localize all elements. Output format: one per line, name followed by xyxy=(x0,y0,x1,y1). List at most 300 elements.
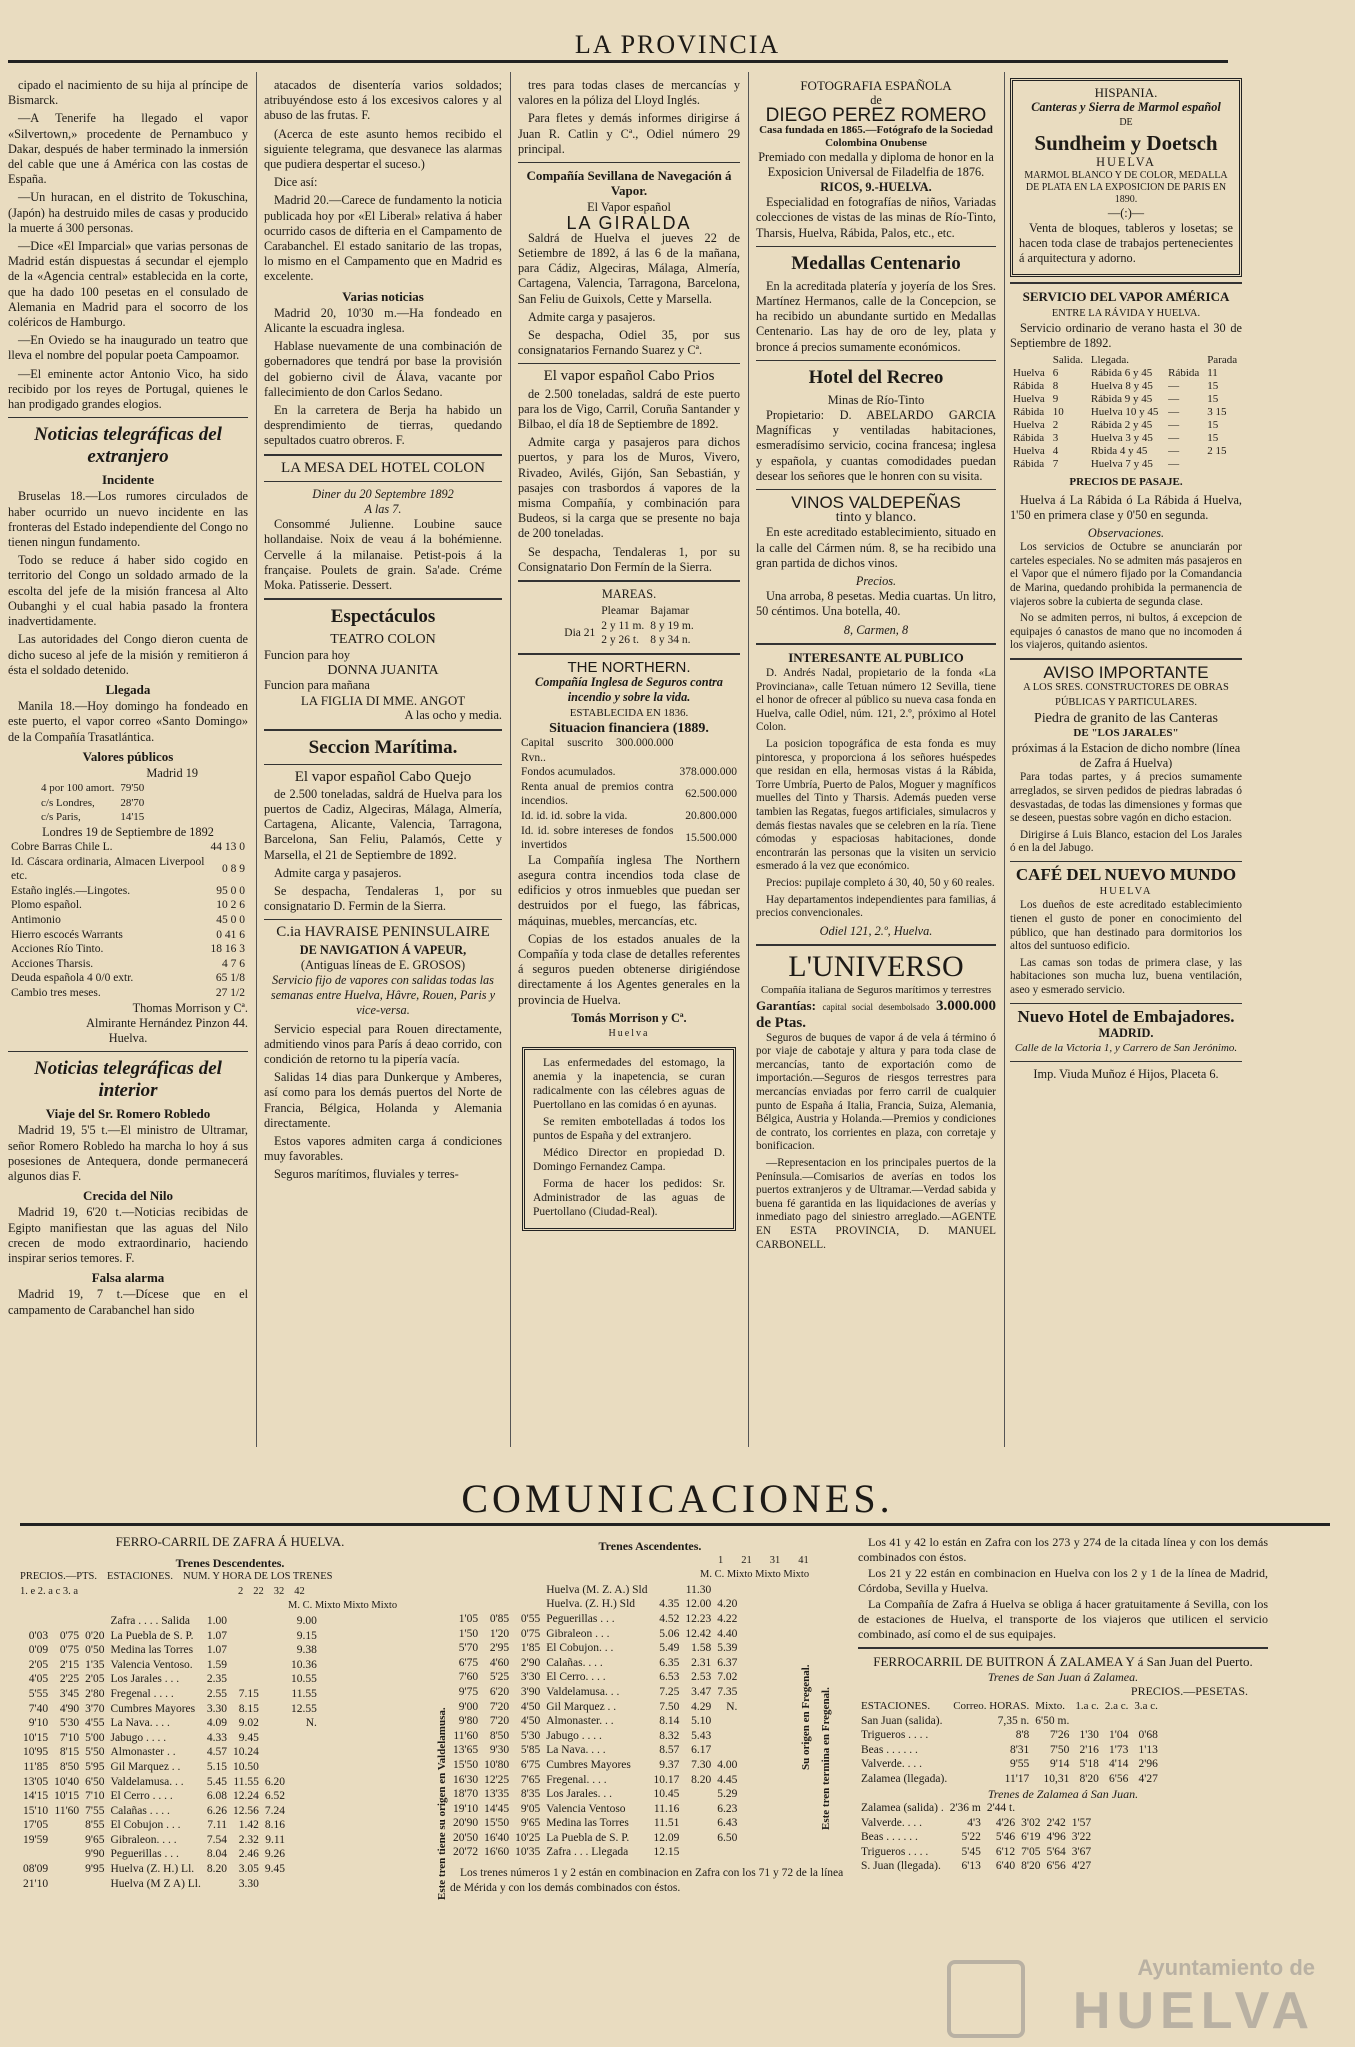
table-row xyxy=(20,1745,320,1760)
table-row xyxy=(20,1643,320,1658)
table-row xyxy=(20,1731,320,1746)
cell: Zalamea (salida) . xyxy=(861,1802,944,1815)
cell: 19'10 xyxy=(453,1802,479,1815)
subheading: Valores públicos xyxy=(82,748,174,764)
cell: 4'96 xyxy=(1046,1831,1066,1844)
ad-location: MADRID. xyxy=(1098,1025,1154,1040)
ad-paragraph: Precios: pupilaje completo á 30, 40, 50 y 60 reales. xyxy=(766,877,995,889)
cell: 0'75 xyxy=(520,1627,541,1640)
cell: 0'20 xyxy=(85,1629,105,1642)
cell xyxy=(1018,1801,1043,1816)
table-row xyxy=(8,971,248,986)
cell xyxy=(288,1760,320,1775)
guarantees-line xyxy=(756,998,996,1031)
ad-paragraph: —Representacion en los principales puertos de la Península.—Comisarios de averías en todos los puertos extranjeros y de Ultramar.—Verdad sabida y buena fé garantida en las liquidaciones de averías y inmediato pago del siniestro arreglado.—AGENTE EN ESTA PROVINCIA, D. MANUEL CARBONELL. xyxy=(756,1156,996,1251)
cell: 1'35 xyxy=(85,1658,105,1671)
menu-title: LA MESA DEL HOTEL COLON xyxy=(281,459,485,476)
cell: 15 xyxy=(1207,393,1219,406)
cell xyxy=(288,1804,320,1819)
cell: 16'40 xyxy=(484,1831,510,1844)
cell: Rábida xyxy=(1013,406,1045,419)
company-title: C.ia HAVRAISE PENINSULAIRE xyxy=(276,924,490,941)
cell: 2'05 xyxy=(28,1658,49,1671)
cell xyxy=(82,1614,107,1629)
cell: 6'75 xyxy=(520,1758,541,1771)
table-row xyxy=(450,1656,746,1671)
ad-separator: —(:)— xyxy=(1107,205,1145,220)
cell: 2 15 xyxy=(1207,445,1227,458)
news-paragraph: Se despacha, Tendaleras 1, por su consignatario D. Fermin de la Sierra. xyxy=(264,883,502,914)
ad-subtitle: PRECIOS DE PASAJE. xyxy=(1069,476,1183,489)
cell: — xyxy=(1168,393,1180,406)
cell xyxy=(288,1818,320,1833)
cell: 3.30 xyxy=(206,1702,227,1715)
ad-text: MARMOL BLANCO Y DE COLOR, MEDALLA DE PLATA EN LA EXPOSICION DE PARIS EN 1890. xyxy=(1024,169,1228,205)
label: c/s Londres, xyxy=(41,796,95,809)
signature: Huelva xyxy=(608,1028,650,1040)
header-cell: M. C. Mixto Mixto Mixto xyxy=(700,1569,810,1581)
cell: 15 xyxy=(1207,419,1219,432)
cell: 15 xyxy=(1207,380,1219,393)
cell: 1'13 xyxy=(1138,1743,1158,1756)
cell: 4.29 xyxy=(691,1700,712,1713)
comunicaciones-right xyxy=(858,1535,1268,1874)
service-line: Servicio fijo de vapores con salidas todas las semanas entre Huelva, Hâvre, Rouen, Paris y vice-versa. xyxy=(270,972,496,1018)
cell xyxy=(51,1847,82,1862)
cell xyxy=(714,1729,740,1744)
cell: 10.50 xyxy=(233,1760,259,1773)
cell: 1.58 xyxy=(691,1642,712,1655)
company-title: Compañía Sevillana de Navegación á Vapor. xyxy=(526,168,732,199)
cell: 7.30 xyxy=(691,1758,712,1771)
masthead-rule xyxy=(8,60,1228,63)
value: 65 1/8 xyxy=(215,972,245,985)
divider xyxy=(858,1647,1268,1649)
label: Hierro escocés Warrants xyxy=(11,928,123,941)
table-row xyxy=(8,913,248,928)
valores-table xyxy=(38,781,147,825)
divider xyxy=(518,363,740,364)
play-title: DONNA JUANITA xyxy=(327,662,439,678)
cell: 9'80 xyxy=(458,1715,479,1728)
cell: 6.17 xyxy=(691,1744,712,1757)
cell: 9 xyxy=(1052,393,1059,406)
column-rule xyxy=(510,72,511,1447)
cell: 0'75 xyxy=(59,1629,80,1642)
cell xyxy=(1204,458,1242,471)
cell xyxy=(740,1627,746,1642)
cell: 5'30 xyxy=(520,1729,541,1742)
table-row xyxy=(450,1714,746,1729)
cell: 7'40 xyxy=(28,1702,49,1715)
cell: Rábida 6 y 45 xyxy=(1090,367,1153,380)
cell: 11'85 xyxy=(23,1760,49,1773)
news-paragraph: tres para todas clases de mercancías y valores en la póliza del Lloyd Inglés. xyxy=(518,78,740,108)
table-row xyxy=(450,1612,746,1627)
cell: 9.45 xyxy=(238,1731,259,1744)
news-paragraph: Se despacha, Tendaleras 1, por su Consignatario Don Fermín de la Sierra. xyxy=(518,544,740,574)
cell: 2'96 xyxy=(1138,1758,1158,1771)
header-cell: ESTACIONES. xyxy=(107,1571,173,1583)
cell: Rábida 9 y 45 xyxy=(1090,393,1153,406)
cell: 1.00 xyxy=(206,1614,227,1627)
divider xyxy=(756,944,996,946)
ad-title: AVISO IMPORTANTE xyxy=(1043,663,1209,682)
cell: 2'95 xyxy=(489,1642,510,1655)
table-row xyxy=(561,619,696,634)
news-paragraph: Copias de los estados anuales de la Compañía y toda clase de detalles referentes á seguros pueden obtenerse dirigiéndose directamente á los Agentes generales en la provincia de Huelva. xyxy=(518,931,740,1007)
cell: 3 xyxy=(1052,432,1059,445)
subheading: Falsa alarma xyxy=(91,1270,165,1286)
cell: Zalamea (llegada). xyxy=(861,1772,948,1785)
cell: 8'55 xyxy=(85,1819,105,1832)
cell: 9'95 xyxy=(85,1863,105,1876)
news-paragraph: Servicio especial para Rouen directamente, admitiendo vinos para París á deao corrido, con condición de retorno tu la pipería vacía. xyxy=(264,1021,502,1066)
cell xyxy=(481,1583,512,1598)
cell: 4 xyxy=(1052,445,1059,458)
news-paragraph: Salidas 14 dias para Dunkerque y Amberes, así como para los demás puertos del Norte de Francia, Bélgica, Holanda y Alemania directamente. xyxy=(264,1070,502,1130)
cell: 7.11 xyxy=(207,1819,227,1832)
cell: 1.07 xyxy=(206,1644,227,1657)
value: 14'15 xyxy=(120,811,145,824)
cell: 9'55 xyxy=(1009,1758,1030,1771)
news-paragraph: Madrid 20, 10'30 m.—Ha fondeado en Alicante la escuadra inglesa. xyxy=(264,305,502,336)
news-paragraph: de 2.500 toneladas, saldrá de este puerto para los de Vigo, Carril, Coruña Santander y Bilbao, el día 18 de Septiembre de 1892. xyxy=(518,386,740,432)
finance-title: Situacion financiera (1889. xyxy=(549,720,709,736)
cell: Gibraleon . . . xyxy=(546,1627,610,1640)
table-row xyxy=(1010,367,1242,380)
cell: 6'20 xyxy=(489,1685,510,1698)
cell: 5.29 xyxy=(717,1788,738,1801)
buitron-table-2 xyxy=(858,1801,1094,1874)
cell: 8'50 xyxy=(59,1760,80,1773)
divider xyxy=(264,919,502,920)
cell: Peguerillas . . . xyxy=(110,1848,179,1861)
news-paragraph: Admite carga y pasajeros. xyxy=(274,865,402,880)
cell: 10'95 xyxy=(23,1746,49,1759)
cell: 5'55 xyxy=(28,1687,49,1700)
cell: 8 y 34 n. xyxy=(650,634,691,647)
header-cell: Bajamar xyxy=(650,605,690,618)
cell: 6'75 xyxy=(458,1656,479,1669)
value: 20.800.000 xyxy=(685,810,737,823)
cell: 19'59 xyxy=(23,1833,49,1846)
cell: 8.16 xyxy=(264,1819,285,1832)
cell: Valverde. . . . xyxy=(861,1758,922,1771)
table-row xyxy=(450,1773,746,1788)
table-row xyxy=(858,1845,1094,1860)
table-row xyxy=(20,1847,320,1862)
divider xyxy=(756,489,996,490)
news-paragraph: Admite carga y pasajeros para dichos puertos, y para los de Muros, Vivero, Rivadeo, Avilés, Gijón, San Sebastián, y pasajes con trasbordos á vapores de la misma Compañía, y combinación para Budeos, si la carga que se presente no baja de 200 toneladas. xyxy=(518,435,740,541)
cell: 9.38 xyxy=(296,1644,317,1657)
header-cell: PRECIOS.—PTS. xyxy=(20,1571,98,1583)
table-row xyxy=(450,1583,746,1598)
ad-paragraph: Propietario: D. ABELARDO GARCIA Magníficas y ventiladas habitaciones, esmeradísimo servicio, cocina francesa; inglesa y española, y cuantas comodidades puedan desear los señores que le honren con su visita. xyxy=(756,408,996,483)
cell: 9.00 xyxy=(296,1614,317,1627)
cell: Trigueros . . . . xyxy=(861,1845,929,1858)
ad-text: próximas á la Estacion de dicho nombre (línea de Zafra á Huelva) xyxy=(1011,741,1241,771)
cell: 12.23 xyxy=(685,1612,712,1625)
ad-text: A LOS SRES. CONSTRUCTORES DE OBRAS PÚBLICAS Y PARTICULARES. xyxy=(1023,682,1229,709)
cell: 5'30 xyxy=(59,1717,80,1730)
table-row xyxy=(20,1702,320,1717)
cell: 8'15 xyxy=(59,1746,80,1759)
cell: Cumbres Mayores xyxy=(110,1702,196,1715)
cell xyxy=(561,604,598,619)
divider xyxy=(518,653,740,655)
cell: Huelva xyxy=(1013,367,1045,380)
cell xyxy=(682,1802,714,1817)
table-row xyxy=(1010,458,1242,471)
day-cell: Dia 21 xyxy=(564,627,596,640)
table-row xyxy=(450,1685,746,1700)
cell: 9'14 xyxy=(1050,1758,1070,1771)
cell: 12.24 xyxy=(233,1790,259,1803)
table-row xyxy=(450,1787,746,1802)
cell: 1'57 xyxy=(1071,1816,1092,1829)
cell xyxy=(288,1789,320,1804)
cell: 7'05 xyxy=(1021,1845,1041,1858)
ad-text: tinto y blanco. xyxy=(835,510,917,526)
zafra-descendentes xyxy=(20,1535,440,1891)
news-paragraph: Las autoridades del Congo dieron cuenta de dicho suceso al jefe de la misión y remitieron á ésta el soldado detenido. xyxy=(8,632,248,677)
cell xyxy=(20,1614,51,1629)
cell: 8.20 xyxy=(206,1863,227,1876)
masthead: LA PROVINCIA xyxy=(574,30,781,59)
ad-paragraph: Una arroba, 8 pesetas. Media cuartas. Un litro, 50 céntimos. Una botella, 40. xyxy=(756,589,996,619)
cell: 6'13 xyxy=(961,1860,981,1873)
ad-text: Precios. xyxy=(855,574,897,589)
news-paragraph: En la carretera de Berja ha habido un desprendimiento de tierras, quedando sepultados cuatro obreros. F. xyxy=(264,403,502,448)
cell xyxy=(288,1775,320,1790)
cell: 12'25 xyxy=(484,1773,510,1786)
cell xyxy=(512,1583,543,1598)
cell xyxy=(450,1597,481,1612)
cell xyxy=(82,1877,107,1892)
cell: 10.17 xyxy=(653,1773,680,1786)
vertical-note: Este tren termina en Fregenal. xyxy=(820,1687,832,1830)
cell xyxy=(1072,1714,1102,1729)
cell xyxy=(714,1583,740,1598)
table-row xyxy=(561,604,696,619)
cell: 10.55 xyxy=(291,1673,317,1686)
cell: 12.42 xyxy=(685,1627,712,1640)
column-1 xyxy=(8,78,248,1321)
cell xyxy=(262,1658,288,1673)
cell: 6.35 xyxy=(659,1656,680,1669)
cell: N. xyxy=(305,1717,317,1730)
cell: 10,31 xyxy=(1043,1772,1070,1785)
company-subtitle: Compañía Inglesa de Seguros contra incendio y sobre la vida. xyxy=(535,675,723,705)
cell: Huelva 8 y 45 xyxy=(1090,380,1153,393)
cell xyxy=(51,1862,82,1877)
table-row xyxy=(20,1658,320,1673)
cell: 10'15 xyxy=(23,1731,49,1744)
cell: 4'14 xyxy=(1109,1758,1129,1771)
cell: 6'40 xyxy=(995,1860,1016,1873)
cell: 7.24 xyxy=(264,1804,285,1817)
cell: 11.55 xyxy=(233,1775,259,1788)
cell: 0'75 xyxy=(59,1644,80,1657)
company-subtitle: El Vapor español xyxy=(587,200,671,215)
cell: 10'15 xyxy=(54,1790,80,1803)
divider xyxy=(1010,282,1242,284)
table-row xyxy=(20,1672,320,1687)
cell: 15 xyxy=(1207,432,1219,445)
ad-paragraph: En este acreditado establecimiento, situado en la calle del Cármen núm. 8, se ha recibido una gran partida de dichos vinos. xyxy=(756,525,996,570)
cell: 11 xyxy=(1207,367,1218,380)
cell: 2'80 xyxy=(85,1687,105,1700)
cell: 14'15 xyxy=(23,1790,49,1803)
header-cell: M. C. Mixto Mixto Mixto xyxy=(288,1600,398,1612)
cell: Gil Marquez . . xyxy=(546,1700,617,1713)
cell: 8.32 xyxy=(659,1729,680,1742)
table-row xyxy=(1010,406,1242,419)
cell xyxy=(20,1847,51,1862)
column-3 xyxy=(518,78,740,1237)
news-paragraph: Manila 18.—Hoy domingo ha fondeado en este puerto, el vapor correo «Santo Domingo» de la Compañía Trasatlántica. xyxy=(8,699,248,744)
cell: 7'20 xyxy=(489,1700,510,1713)
cell: Huelva 10 y 45 xyxy=(1090,406,1159,419)
table-row xyxy=(38,781,147,796)
table-row xyxy=(858,1728,1161,1743)
trains-note: Los trenes números 1 y 2 están en combinacion en Zafra con los 71 y 72 de la línea de Mérida y con los demás combinados con éstos. xyxy=(450,1867,844,1894)
table-row xyxy=(20,1804,320,1819)
ad-text: de xyxy=(870,93,882,108)
cell xyxy=(230,1629,262,1644)
cell xyxy=(682,1816,714,1831)
cell: 11'60 xyxy=(54,1804,80,1817)
theatre-name: TEATRO COLON xyxy=(330,632,436,648)
cell: 11'17 xyxy=(1004,1772,1030,1785)
table-row xyxy=(450,1729,746,1744)
cell: 10'35 xyxy=(515,1846,541,1859)
capital-label: capital social desembolsado xyxy=(822,1002,930,1013)
cell: Rábida xyxy=(1013,432,1045,445)
subheading: Viaje del Sr. Romero Robledo xyxy=(45,1106,211,1122)
cell: Fregenal . . . . xyxy=(110,1687,174,1700)
cell: Zafra . . . . Salida xyxy=(110,1614,190,1627)
cell: 14'45 xyxy=(484,1802,510,1815)
cell: 8.04 xyxy=(206,1848,227,1861)
cell: 5'18 xyxy=(1079,1758,1099,1771)
cell xyxy=(262,1731,288,1746)
cell: 15'50 xyxy=(453,1758,479,1771)
printer-line: Imp. Viuda Muñoz é Hijos, Placeta 6. xyxy=(1033,1067,1219,1082)
cell: 4'50 xyxy=(520,1700,541,1713)
cell xyxy=(288,1731,320,1746)
table-row xyxy=(1010,419,1242,432)
ad-title: L'UNIVERSO xyxy=(788,949,964,983)
cell: Rbida 4 y 45 xyxy=(1090,445,1148,458)
america-schedule-table xyxy=(1010,354,1242,471)
value: 62.500.000 xyxy=(685,788,737,801)
cell: 6.53 xyxy=(659,1671,680,1684)
cell: 2 y 11 m. xyxy=(601,619,645,632)
cell: 6'50 xyxy=(85,1775,105,1788)
cell: 20'50 xyxy=(453,1831,479,1844)
ad-text: Casa fundada en 1865.—Fotógrafo de la Sociedad Colombina Onubense xyxy=(759,123,993,149)
cell: 6.52 xyxy=(264,1790,285,1803)
news-paragraph: de 2.500 toneladas, saldrá de Huelva para los puertos de Cadiz, Algeciras, Málaga, Almería, Cartagena, Alicante, Valencia, Tarragona, Barcelona, San Feliu, Palamós, Cette y Marsella, el 21 de Septiembre de 1892. xyxy=(264,786,502,862)
cell: Los Jarales. . . xyxy=(546,1788,613,1801)
header-cell: Llegada. xyxy=(1090,354,1129,367)
value xyxy=(677,736,741,765)
cell: 9'10 xyxy=(28,1717,49,1730)
finance-table xyxy=(518,736,740,853)
cell xyxy=(288,1862,320,1877)
value: 27 1/2 xyxy=(215,987,245,1000)
cell: 0'85 xyxy=(489,1612,510,1625)
cell xyxy=(51,1614,82,1629)
cell: 9'65 xyxy=(85,1833,105,1846)
header-cell: 42 xyxy=(294,1585,305,1597)
news-paragraph: Madrid 19, 5'5 t.—El ministro de Ultramar, señor Romero Robledo ha marcha lo hoy á sus posesiones de Antequera, donde permanecerá algunos dias F. xyxy=(8,1123,248,1184)
divider xyxy=(1010,1061,1242,1062)
ad-text: DE xyxy=(1119,117,1133,129)
cell: 2.55 xyxy=(206,1687,227,1700)
ad-subtitle: Observaciones. xyxy=(1087,526,1165,541)
news-paragraph: Hablase nuevamente de una combinación de gobernadores que tendrá por base la provisión del gobierno civil de Álava, vacante por fallecimiento de don Carlos Sedano. xyxy=(264,339,502,399)
cell: 9'05 xyxy=(520,1802,541,1815)
cell: 3'70 xyxy=(85,1702,105,1715)
cell: 3'02 xyxy=(1021,1816,1041,1829)
vertical-note: Este tren tiene su origen en Valdelamusa. xyxy=(436,1707,448,1900)
ad-paragraph: No se admiten perros, ni bultos, á excepcion de equipajes ó canastos de mano que no incomoden á los viajeros, quitando asientos. xyxy=(1010,612,1242,652)
cell: 9.26 xyxy=(264,1848,285,1861)
cell: 3'22 xyxy=(1071,1831,1092,1844)
cell: 9'90 xyxy=(85,1848,105,1861)
cell: 5.49 xyxy=(659,1642,680,1655)
cell xyxy=(1043,1801,1068,1816)
cell: 5.10 xyxy=(691,1715,712,1728)
cell: 5'45 xyxy=(961,1845,981,1858)
ad-text: Canteras y Sierra de Marmol español xyxy=(1031,100,1221,115)
divider xyxy=(8,417,248,418)
cell: 6 xyxy=(1052,367,1059,380)
tides-table xyxy=(561,604,696,648)
cell xyxy=(714,1845,740,1860)
cell xyxy=(262,1702,288,1717)
value: 79'50 xyxy=(120,782,145,795)
prices-title: PRECIOS.—PESETAS. xyxy=(1130,1684,1248,1699)
cell xyxy=(651,1583,683,1598)
cell: Huelva xyxy=(1013,419,1045,432)
cell: 9'30 xyxy=(489,1744,510,1757)
header-cell: 32 xyxy=(273,1585,285,1597)
table-row xyxy=(858,1757,1161,1772)
cell: 8'20 xyxy=(1079,1772,1099,1785)
divider xyxy=(1010,658,1242,660)
cell: Huelva 3 y 45 xyxy=(1090,432,1153,445)
cell: 4.52 xyxy=(659,1612,680,1625)
cell: 15'10 xyxy=(23,1804,49,1817)
header-cell: Mixto. xyxy=(1035,1699,1065,1712)
table-row xyxy=(8,898,248,913)
divider xyxy=(518,162,740,163)
label: Id. id. sobre intereses de fondos invertidos xyxy=(521,824,674,852)
table-row xyxy=(1010,393,1242,406)
cell: 4'60 xyxy=(489,1656,510,1669)
cell: 7'55 xyxy=(85,1804,105,1817)
cell xyxy=(740,1670,746,1685)
cell: N. xyxy=(726,1700,738,1713)
cell: 12.56 xyxy=(233,1804,259,1817)
cell: 8.57 xyxy=(659,1744,680,1757)
cell: 8.15 xyxy=(238,1702,259,1715)
dateline: Madrid 19 xyxy=(146,765,198,780)
